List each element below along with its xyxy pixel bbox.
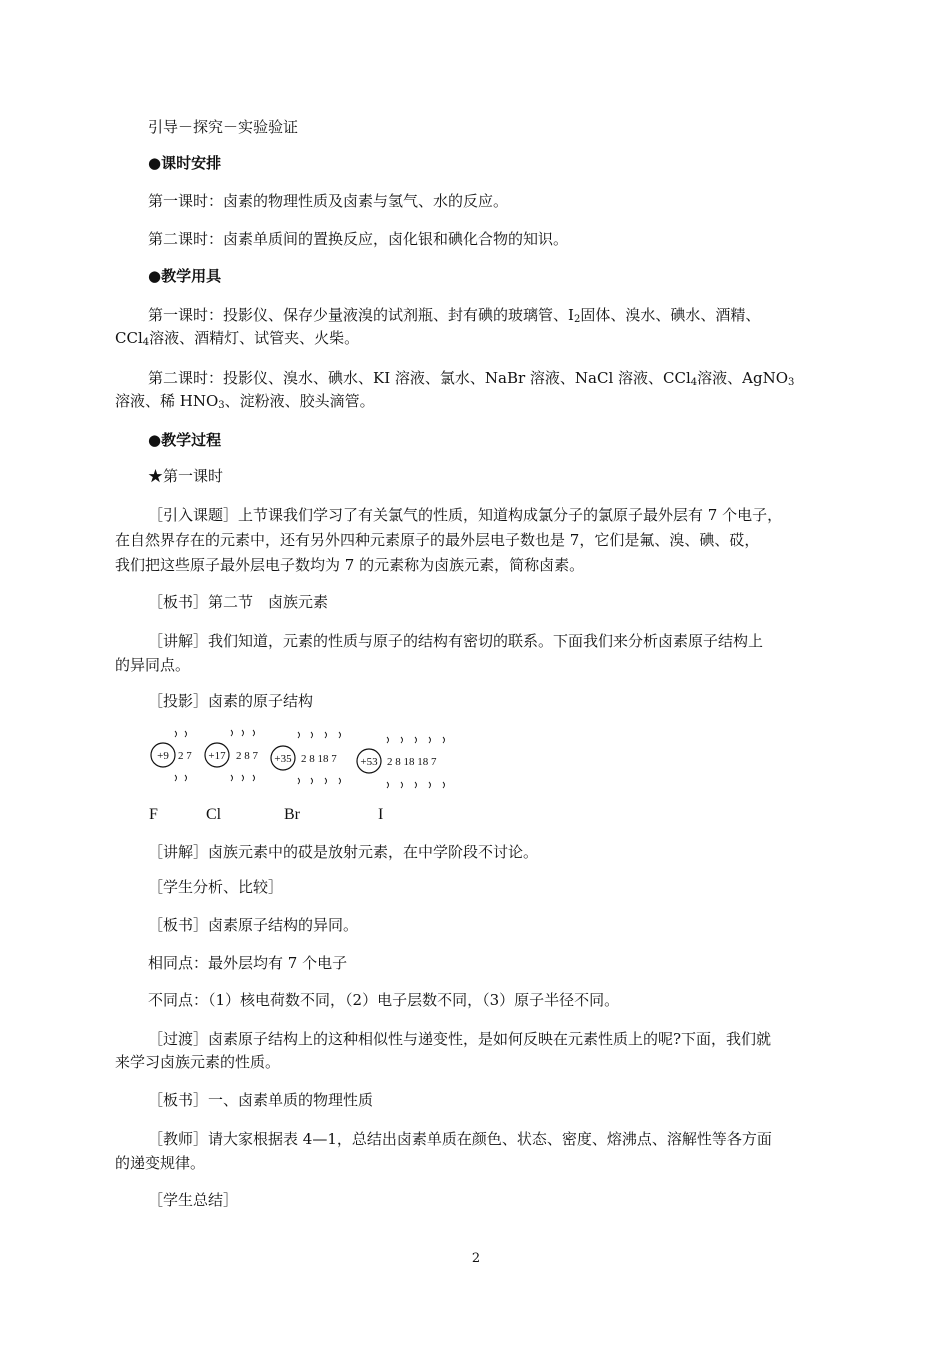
- lecture1-line1: ［讲解］我们知道，元素的性质与原子的结构有密切的联系。下面我们来分析卤素原子结构上: [148, 632, 764, 650]
- projection: ［投影］卤素的原子结构: [148, 692, 314, 710]
- method-line: 引导－探究－实验验证: [148, 118, 299, 136]
- schedule-first: 第一课时：卤素的物理性质及卤素与氢气、水的反应。: [148, 192, 509, 210]
- tools-second-line1: 第二课时：投影仪、溴水、碘水、KI 溶液、氯水、NaBr 溶液、NaCl 溶液、CCl$_4$溶液、AgNO$_3$: [148, 369, 795, 388]
- shells-cl: 2 8 7: [236, 750, 258, 762]
- teacher-line2: 的递变规律。: [115, 1154, 206, 1172]
- board-3: ［板书］一、卤素单质的物理性质: [148, 1091, 374, 1109]
- different-points: 不同点：（1）核电荷数不同，（2）电子层数不同，（3）原子半径不同。: [148, 991, 620, 1009]
- halogen-atomic-structure-diagram: [145, 725, 485, 825]
- same-points: 相同点：最外层均有 7 个电子: [148, 954, 348, 972]
- nucleus-i-label: +53: [360, 756, 378, 768]
- intro-line1: ［引入课题］上节课我们学习了有关氯气的性质，知道构成氯分子的氯原子最外层有 7 个电子，: [148, 506, 783, 524]
- heading-tools: ●教学用具: [148, 267, 222, 285]
- nucleus-cl-label: +17: [208, 750, 226, 762]
- element-label-f: F: [149, 806, 158, 823]
- transition-line2: 来学习卤族元素的性质。: [115, 1053, 281, 1071]
- tools-first-line1: 第一课时：投影仪、保存少量液溴的试剂瓶、封有碘的玻璃管、$I_2$固体、溴水、碘水、酒精、: [148, 306, 761, 325]
- tools-first-line2: CCl$_4$溶液、酒精灯、试管夹、火柴。: [115, 329, 360, 348]
- nucleus-br-label: +35: [274, 753, 292, 765]
- lecture2: ［讲解］卤族元素中的砹是放射元素，在中学阶段不讨论。: [148, 843, 539, 861]
- board-1: ［板书］第二节 卤族元素: [148, 593, 329, 611]
- board-2: ［板书］卤素原子结构的异同。: [148, 916, 359, 934]
- first-lesson: ★第一课时: [148, 467, 224, 485]
- intro-line3: 我们把这些原子最外层电子数均为 7 的元素称为卤族元素，简称卤素。: [115, 556, 585, 574]
- intro-line2: 在自然界存在的元素中，还有另外四种元素原子的最外层电子数也是 7，它们是氟、溴、碘、砹，: [115, 531, 760, 549]
- lecture1-line2: 的异同点。: [115, 656, 191, 674]
- schedule-second: 第二课时：卤素单质间的置换反应，卤化银和碘化合物的知识。: [148, 230, 569, 248]
- element-label-cl: Cl: [206, 806, 222, 823]
- shells-f: 2 7: [178, 750, 192, 762]
- heading-schedule: ●课时安排: [148, 154, 222, 172]
- student-analysis: ［学生分析、比较］: [148, 878, 284, 896]
- nucleus-f-label: +9: [157, 750, 169, 762]
- tools-second-line2: 溶液、稀 $HNO_3$、淀粉液、胶头滴管。: [115, 392, 375, 411]
- element-label-br: Br: [284, 806, 300, 823]
- heading-process: ●教学过程: [148, 431, 222, 449]
- transition-line1: ［过渡］卤素原子结构上的这种相似性与递变性，是如何反映在元素性质上的呢?下面，我们就: [148, 1030, 772, 1048]
- shells-br: 2 8 18 7: [301, 753, 337, 765]
- page-number: 2: [471, 1251, 481, 1266]
- shells-i: 2 8 18 18 7: [387, 756, 437, 768]
- element-label-i: I: [378, 806, 384, 823]
- teacher-line1: ［教师］请大家根据表 4—1，总结出卤素单质在颜色、状态、密度、熔沸点、溶解性等各方面: [148, 1130, 772, 1148]
- student-summary: ［学生总结］: [148, 1191, 239, 1209]
